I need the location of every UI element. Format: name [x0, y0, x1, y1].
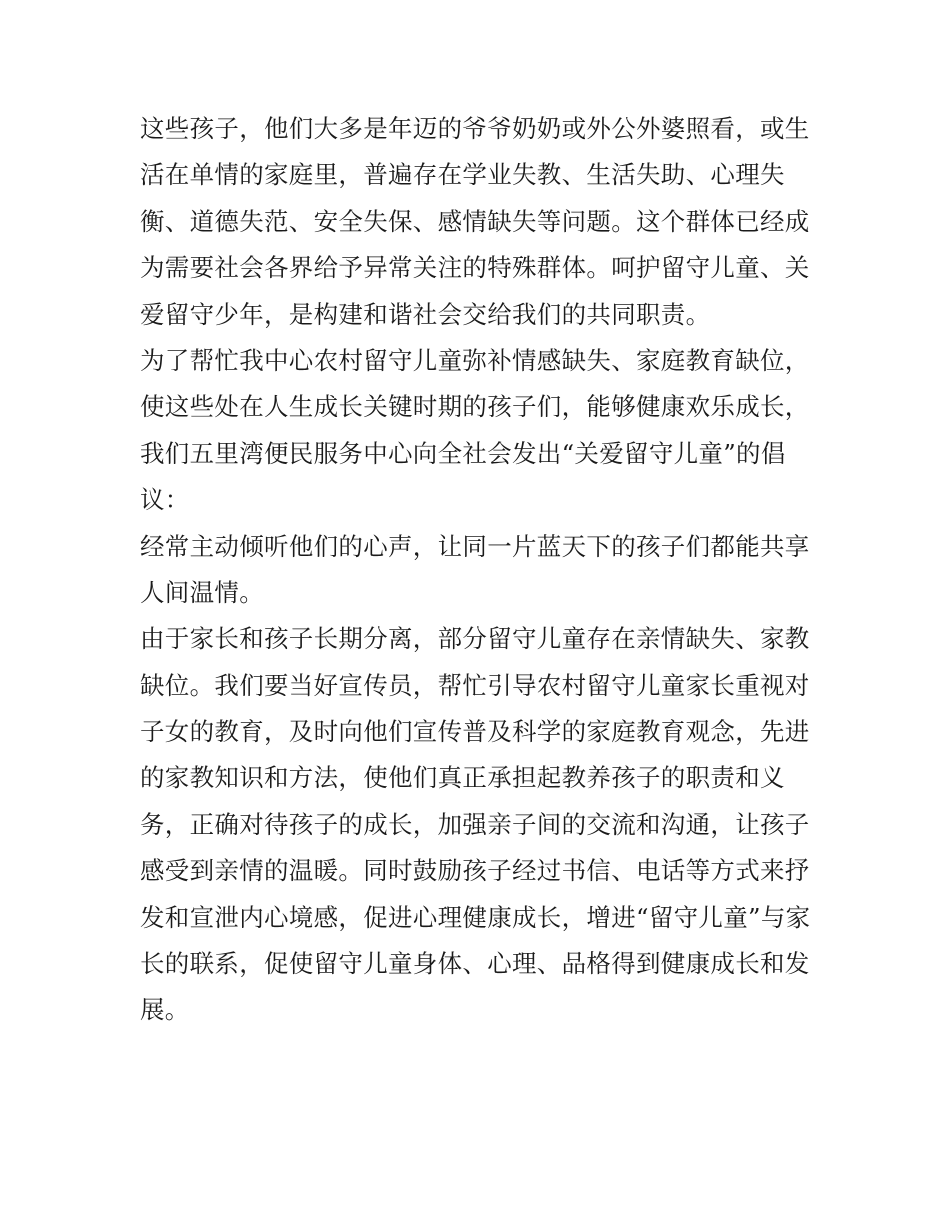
text-line: 缺位。我们要当好宣传员，帮忙引导农村留守儿童家长重视对	[140, 670, 810, 700]
text-line: 为需要社会各界给予异常关注的特殊群体。呵护留守儿童、关	[140, 253, 810, 283]
text-line: 的家教知识和方法，使他们真正承担起教养孩子的职责和义	[140, 763, 785, 793]
text-line: 长的联系，促使留守儿童身体、心理、品格得到健康成长和发	[140, 949, 810, 979]
text-line: 人间温情。	[140, 577, 264, 607]
text-line: 展。	[140, 995, 190, 1025]
text-line: 发和宣泄内心境感，促进心理健康成长，增进“留守儿童”与家	[140, 902, 811, 932]
text-line: 经常主动倾听他们的心声，让同一片蓝天下的孩子们都能共享	[140, 531, 810, 561]
text-line: 为了帮忙我中心农村留守儿童弥补情感缺失、家庭教育缺位，	[140, 345, 810, 375]
text-line: 活在单情的家庭里，普遍存在学业失教、生活失助、心理失	[140, 160, 785, 190]
text-line: 议：	[140, 485, 190, 515]
text-line: 衡、道德失范、安全失保、感情缺失等问题。这个群体已经成	[140, 206, 810, 236]
text-line: 子女的教育，及时向他们宣传普及科学的家庭教育观念，先进	[140, 717, 810, 747]
text-line: 使这些处在人生成长关键时期的孩子们，能够健康欢乐成长，	[140, 392, 810, 422]
body-text	[140, 106, 830, 1034]
text-line: 由于家长和孩子长期分离，部分留守儿童存在亲情缺失、家教	[140, 624, 810, 654]
text-line: 务，正确对待孩子的成长，加强亲子间的交流和沟通，让孩子	[140, 809, 810, 839]
text-line: 这些孩子，他们大多是年迈的爷爷奶奶或外公外婆照看，或生	[140, 114, 810, 143]
text-line: 感受到亲情的温暖。同时鼓励孩子经过书信、电话等方式来抒	[140, 856, 810, 886]
text-line: 爱留守少年，是构建和谐社会交给我们的共同职责。	[140, 299, 711, 329]
text-line: 我们五里湾便民服务中心向全社会发出“关爱留守儿童”的倡	[140, 438, 786, 468]
